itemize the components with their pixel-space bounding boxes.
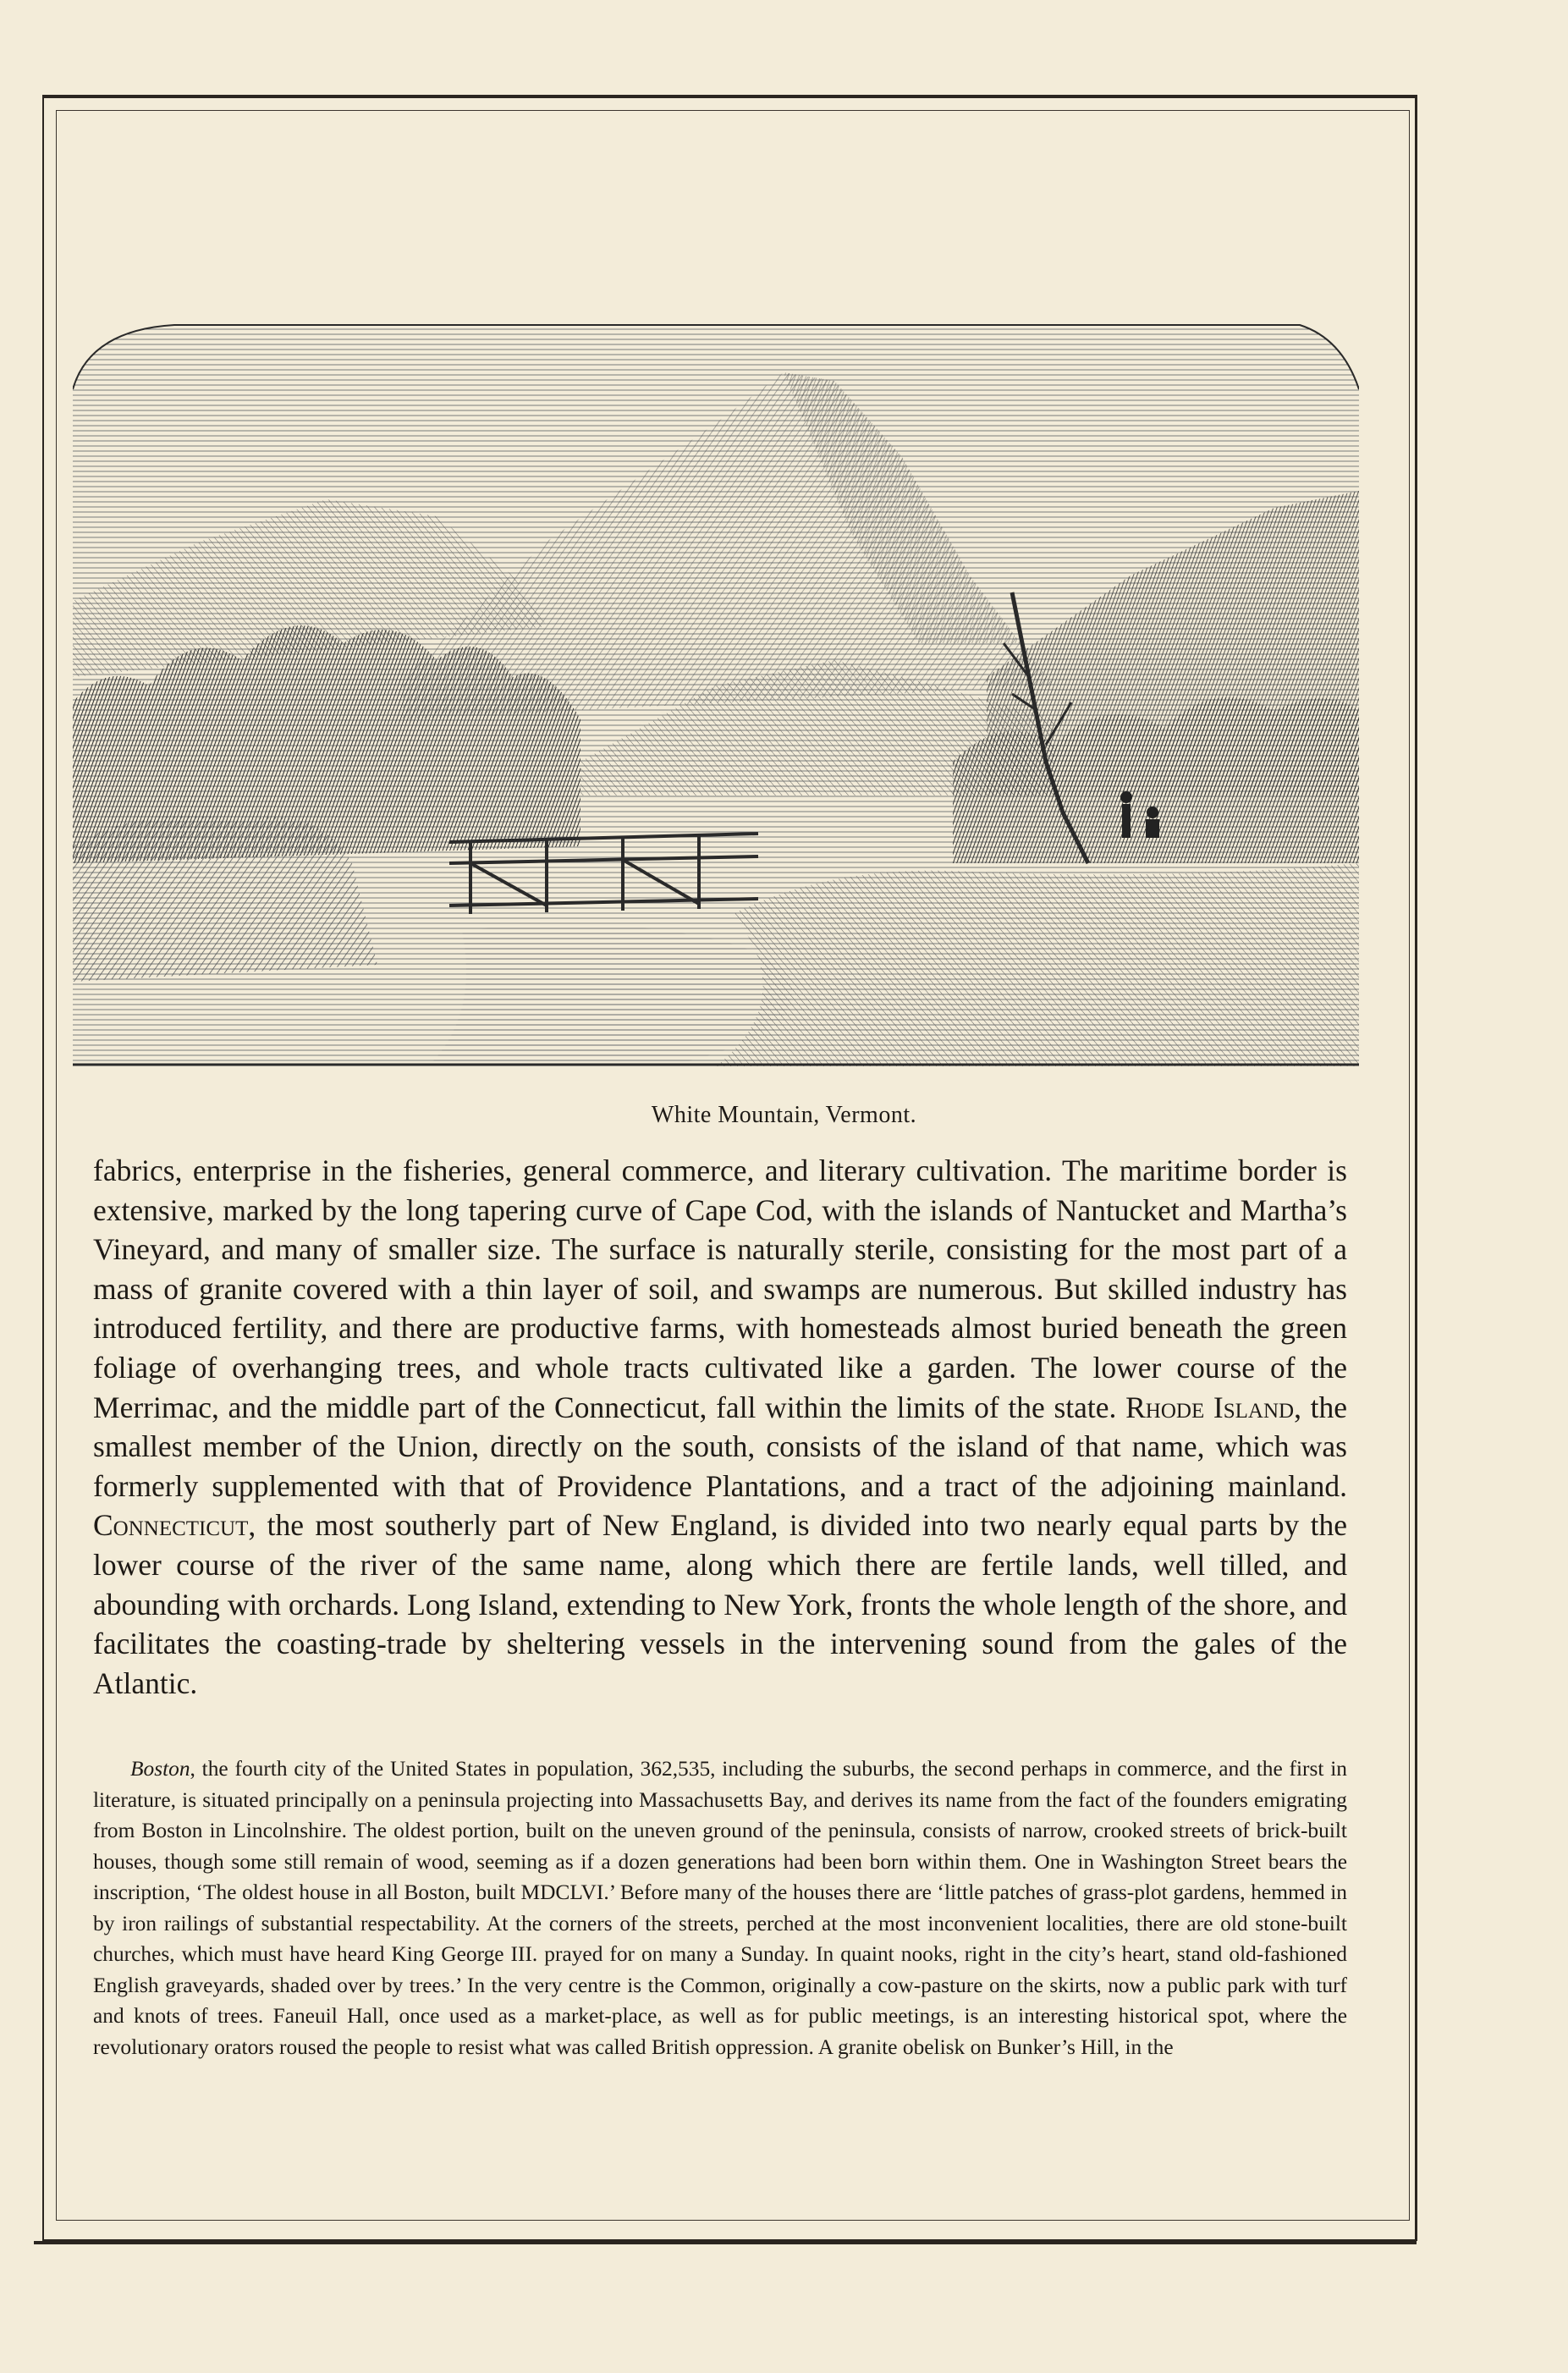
boston-paragraph	[93, 1754, 1347, 2062]
main-paragraph	[93, 1151, 1347, 1703]
figure-caption: White Mountain, Vermont.	[651, 1102, 917, 1128]
main-text-part-3: , the most southerly part of New England, is divided into two nearly equal parts by the lower course of the river of the same name, along which there are fertile lands, well tilled, and abounding with orchards. Long Island, extending to New York, fronts the whole length of the shore, and facilitates the coasting-trade by sheltering vessels in the intervening sound from the gales of the Atlantic.	[93, 1508, 1347, 1700]
boston-lead: Boston	[130, 1757, 190, 1781]
main-text-part-1: fabrics, enterprise in the fisheries, general commerce, and literary cultivation. The maritime border is extensive, marked by the long tapering curve of Cape Cod, with the islands of Nantucket and Martha’s Vineyard, and many of smaller size. The surface is naturally sterile, consisting for the most part of a mass of granite covered with a thin layer of soil, and swamps are numerous. But skilled industry has introduced fertility, and there are productive farms, with homesteads almost buried beneath the green foliage of overhanging trees, and whole tracts cultivated like a garden. The lower course of the Merrimac, and the middle part of the Connecticut, fall within the limits of the state.	[93, 1153, 1347, 1424]
connecticut-label: Connecticut	[93, 1508, 249, 1543]
bottom-rule	[34, 2241, 1417, 2244]
engraving-illustration	[73, 322, 1359, 1066]
rhode-island-label: Rhode Island	[1125, 1390, 1295, 1424]
main-text-part-2: , the smallest member of the Union, directly on the south, consists of the island of that name, which was formerly supplemented with that of Providence Plantations, and a tract of the adjoining mainland.	[93, 1390, 1348, 1503]
boston-text: , the fourth city of the United States in population, 362,535, including the suburbs, the second perhaps in commerce, and the first in literature, is situated principally on a peninsula projecting into Massachusetts Bay, and derives its name from the fact of the founders emigrating from Boston in Lincolnshire. The oldest portion, built on the uneven ground of the peninsula, consists of narrow, crooked streets of brick-built houses, though some still remain of wood, seeming as if a dozen generations had been born within them. One in Washington Street bears the inscription, ‘The oldest house in all Boston, built MDCLVI.’ Before many of the houses there are ‘little patches of grass-plot gardens, hemmed in by iron railings of substantial respectability. At the corners of the streets, perched at the most inconvenient localities, there are old stone-built churches, which must have heard King George III. prayed for on many a Sunday. In quaint nooks, right in the city’s heart, stand old-fashioned English graveyards, shaded over by trees.’ In the very centre is the Common, originally a cow-pasture on the skirts, now a public park with turf and knots of trees. Faneuil Hall, once used as a market-place, as well as for public meetings, is an interesting historical spot, where the revolutionary orators roused the people to resist what was called British oppression. A granite obelisk on Bunker’s Hill, in the	[93, 1757, 1347, 2059]
